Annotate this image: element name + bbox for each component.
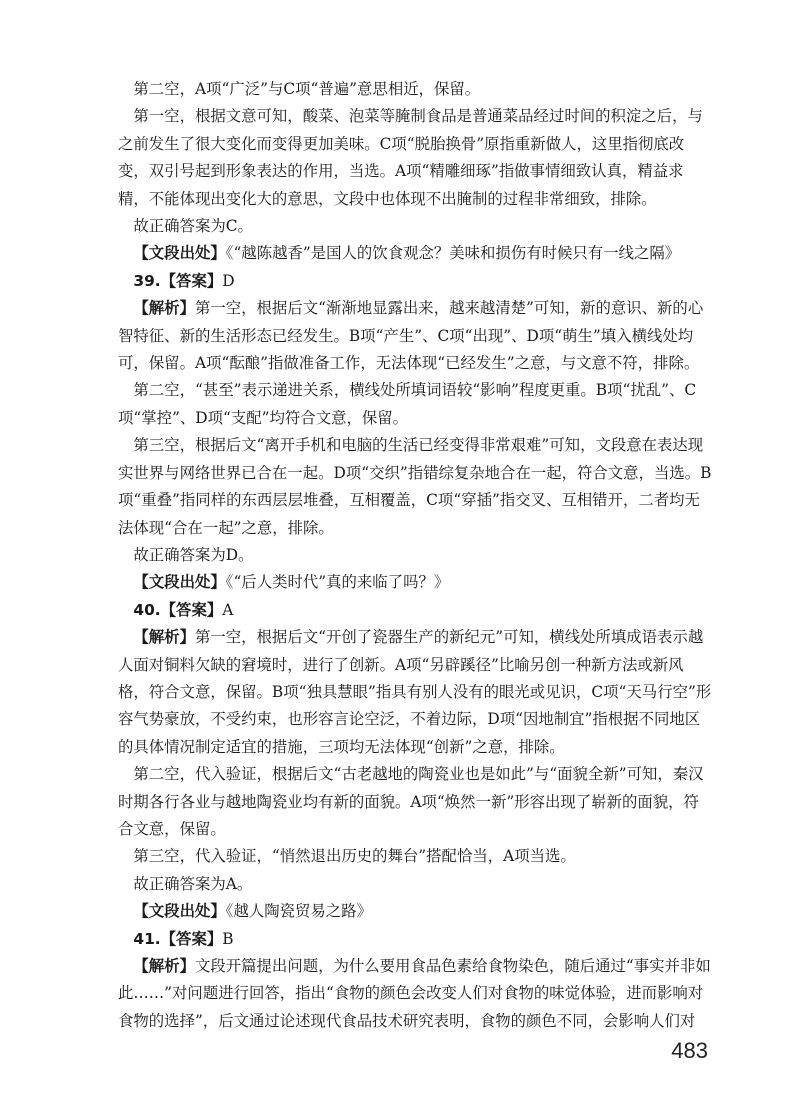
labeled-paragraph bbox=[118, 898, 712, 925]
answer-value: A bbox=[222, 600, 234, 619]
answer-value: B bbox=[222, 929, 234, 948]
answer-value: D bbox=[222, 271, 235, 290]
answer-line bbox=[118, 597, 712, 624]
section-tag: 【文段出处】 bbox=[133, 902, 226, 921]
section-tag: 【解析】 bbox=[133, 628, 195, 647]
answer-line bbox=[118, 926, 712, 953]
paragraph-text: 《越人陶瓷贸易之路》 bbox=[225, 902, 372, 921]
paragraph: 故正确答案为D。 bbox=[133, 545, 254, 564]
section-tag: 【解析】 bbox=[133, 299, 195, 318]
paragraph-text: 《“越陈越香”是国人的饮食观念？美味和损伤有时候只有一线之隔》 bbox=[225, 244, 681, 263]
section-tag: 【文段出处】 bbox=[133, 244, 226, 263]
labeled-paragraph bbox=[118, 240, 712, 267]
answer-tag: 【答案】 bbox=[160, 600, 223, 619]
labeled-paragraph bbox=[118, 295, 712, 377]
paragraph: 故正确答案为C。 bbox=[133, 217, 253, 236]
paragraph: 第二空，A项“广泛”与C项“普遍”意思相近，保留。 bbox=[133, 80, 481, 98]
paragraph: 第一空，根据文意可知，酸菜、泡菜等腌制食品是普通菜品经过时间的积淀之后，与之前发生了很大变化而变得更加美味。C项“脱胎换骨”原指重新做人，这里指彻底改变，双引号起到形象表达的作用，当选。A项“精雕细琢”指做事情细致认真，精益求精，不能体现出变化大的意思，文段中也体现不出腌制的过程非常细致，排除。 bbox=[118, 107, 703, 208]
question-number: 40. bbox=[133, 600, 161, 619]
labeled-paragraph bbox=[118, 953, 712, 1035]
answer-tag: 【答案】 bbox=[160, 929, 223, 948]
paragraph: 第三空，代入验证，“悄然退出历史的舞台”搭配恰当，A项当选。 bbox=[133, 847, 576, 866]
section-tag: 【文段出处】 bbox=[133, 573, 226, 592]
paragraph: 第二空，“甚至”表示递进关系，横线处所填词语较“影响”程度更重。B项“扰乱”、C项“掌控”、D项“支配”均符合文意，保留。 bbox=[118, 381, 697, 427]
paragraph-text: 文段开篇提出问题，为什么要用食品色素给食物染色，随后通过“事实并非如此……”对问题进行回答，指出“食物的颜色会改变人们对食物的味觉体验，进而影响对食物的选择”，后文通过论述现代食品技术研究表明，食物的颜色不同，会影响人们对 bbox=[118, 957, 711, 1030]
paragraph: 第二空，代入验证，根据后文“古老越地的陶瓷业也是如此”与“面貌全新”可知，秦汉时期各行各业与越地陶瓷业均有新的面貌。A项“焕然一新”形容出现了崭新的面貌，符合文意，保留。 bbox=[118, 765, 704, 838]
paragraph-text: 第一空，根据后文“渐渐地显露出来，越来越清楚”可知，新的意识、新的心智特征、新的生活形态已经发生。B项“产生”、C项“出现”、D项“萌生”填入横线处均可，保留。A项“酝酿”指做准备工作，无法体现“已经发生”之意，与文意不符，排除。 bbox=[118, 299, 704, 373]
paragraph-text: 第一空，根据后文“开创了瓷器生产的新纪元”可知，横线处所填成语表示越人面对铜料欠缺的窘境时，进行了创新。A项“另辟蹊径”比喻另创一种新方法或新风格，符合文意，保留。B项“独具慧眼”指具有别人没有的眼光或见识，C项“天马行空”形容气势豪放，不受约束，也形容言论空泛，不着边际，D项“因地制宜”指根据不同地区的具体情况制定适宜的措施，三项均无法体现“创新”之意，排除。 bbox=[118, 628, 712, 756]
answer-tag: 【答案】 bbox=[160, 271, 223, 290]
page-content bbox=[118, 76, 712, 1035]
labeled-paragraph bbox=[118, 569, 712, 596]
section-tag: 【解析】 bbox=[133, 957, 195, 975]
paragraph: 故正确答案为A。 bbox=[133, 874, 253, 893]
question-number: 39. bbox=[133, 271, 161, 290]
page-number: 483 bbox=[671, 1038, 708, 1063]
paragraph: 第三空，根据后文“离开手机和电脑的生活已经变得非常艰难”可知，文段意在表达现实世界与网络世界已合在一起。D项“交织”指错综复杂地合在一起，符合文意，当选。B项“重叠”指同样的东西层层堆叠，互相覆盖，C项“穿插”指交叉、互相错开，二者均无法体现“合在一起”之意，排除。 bbox=[118, 436, 712, 537]
answer-line bbox=[118, 268, 712, 295]
question-number: 41. bbox=[133, 929, 161, 948]
labeled-paragraph bbox=[118, 624, 712, 761]
paragraph-text: 《“后人类时代”真的来临了吗？》 bbox=[225, 573, 450, 592]
